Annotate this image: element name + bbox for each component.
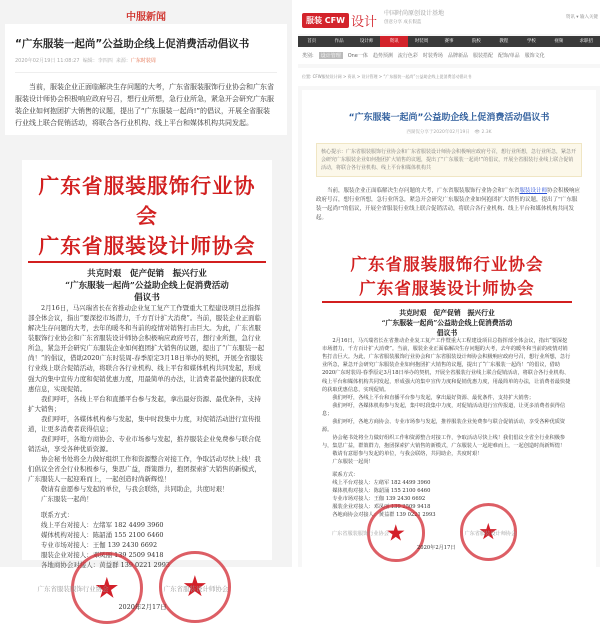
contact-line: 各地商协会对接人：黄益群 139 0221 2993 <box>332 511 436 518</box>
site-brand: 中服新闻 <box>126 12 166 23</box>
logo-text: 设计 <box>350 15 377 30</box>
letter-paragraph: 我们呼吁，各线上平台和直播平台参与发起，拿出最好资源、最优条件，支持扩大销售； <box>28 394 261 413</box>
letter-slogan: 共克时艰 促产促销 振兴行业 <box>87 269 207 279</box>
site-logo[interactable] <box>302 11 377 30</box>
contact-line: 媒体机构对接人：陈韶涌 155 2100 6460 <box>332 487 431 494</box>
nav-item[interactable]: 求职招 <box>579 39 593 44</box>
contact-line: 媒体机构对接人：陈韶涌 155 2100 6460 <box>40 531 164 540</box>
category-item[interactable]: 配饰/单品 <box>497 53 520 59</box>
signature-org-1: 广东省服装服饰行业协会 <box>37 584 109 593</box>
search-input[interactable]: 输入关键 <box>580 15 598 20</box>
category-item[interactable]: 设计管理 <box>320 53 341 59</box>
letter-org-2: 广东省服装设计师协会 <box>359 278 535 299</box>
letter-doc-title: 倡议书 <box>436 329 458 338</box>
letter-paragraph: 敬请有意愿参与发起的单位，与我会联络，共同助企，共度时艰！ <box>332 451 483 458</box>
source-label: 来源： <box>115 58 131 64</box>
letterhead-rule <box>322 301 572 303</box>
search-bar[interactable]: 资讯 ▾ 输入关键 <box>565 15 598 20</box>
letter-paragraph: 协会秘书处将全力做好组织工作和资源整合对接工作，争取活动尽快上线！我们倡议全省全行业积极参与，集思广益，群策群力，抱团探索扩大销售的新模式，广东服装人一起迎难而上，一起创造时尚新辉煌！ <box>28 455 261 484</box>
category-item[interactable]: 时装秀场 <box>422 53 443 59</box>
article-meta <box>15 57 277 73</box>
signature-org-2: 广东省服装设计师协会 <box>464 530 517 537</box>
letter-paragraph: 2月16日，马兴瑞省长在省推动企业复工复产工作暨重大工程建设项目总指挥部全体会议，指出“要深挖市场潜力，千方百计扩大消费”。当前，服装企业正面临解决生存问题的大考，去年的暖冬和当前的疫情对销售打击巨大。为此，广东省服装服饰行业协会和广东省服装设计师协会积极响应政府号召，想行业所想，急行业所急，紧急开会研究广东服装企业如何抱团扩大销售的议题，提出了“广东服装一起尚！”的倡议，借助2020广东时装周-春季原定3月18日举办的契机，开展全省服装行业线上联合促销活动，将联合各行业机构、线上平台和媒体机构共同发起，形成强大的集中宣传力度和促销优惠力度，用最简单的办法，让消费者最快捷的获取优惠信息，实现促销。 <box>322 338 571 393</box>
letter-paragraph: 协会秘书处将全力做好组织工作和资源整合对接工作，争取活动尽快上线！我们倡议全省全行业积极参与，集思广益，群策群力，抱团探索扩大销售的新模式，广东服装人一起迎难而上，一起创造时尚新辉煌！ <box>322 434 566 449</box>
nav-item[interactable]: 资讯 <box>380 36 407 47</box>
letter-subtitle: “广东服装一起尚”公益助企线上促消费活动 <box>381 319 513 328</box>
letter-paragraph: 2月16日，马兴瑞省长在省推动企业复工复产工作暨重大工程建设项目总指挥部全体会议，指出“要深挖市场潜力，千方百计扩大消费”。当前，服装企业正面临解决生存问题的大考，去年的暖冬和当前的疫情对销售打击巨大。为此，广东省服装服饰行业协会和广东省服装设计师协会积极响应政府号召，想行业所想，急行业所急，紧急开会研究广东服装企业如何抱团扩大销售的议题，提出了“广东服装一起尚！”的倡议，借助2020广东时装周-春季原定3月18日举办的契机，开展全省服装行业线上联合促销活动，将联合各行业机构、线上平台和媒体机构共同发起，形成强大的集中宣传力度和促销优惠力度，用最简单的办法，让消费者最快捷的获取优惠信息，实现促销。 <box>28 304 265 393</box>
letter-paragraph: 敬请有意愿参与发起的单位，与我会联络，共同助企，共度时艰！ <box>40 485 229 494</box>
article-intro: 当前，服装企业正面临解决生存问题的大考，广东省服装服饰行业协会和广东省服装设计师协会积极响应政府号召，想行业所想，急行业所急，紧急开会研究广东服装企业如何抱团扩大销售的议题，提出了“广东服装一起尚!”的倡议，开展全省服装行业线上联合促销活动，将联合各行业机构、线上平台和媒体机构共同发起。 <box>15 83 274 127</box>
contact-line: 线上平台对接人：左绪军 182 4499 3960 <box>332 479 431 486</box>
nav-item[interactable]: 学校 <box>526 39 536 44</box>
article-date: 2020年02月19日 11:08:27 <box>15 58 80 64</box>
source-link[interactable]: 广东时装周 <box>130 58 156 64</box>
category-item[interactable]: 趋势预测 <box>372 53 393 59</box>
breadcrumb: 位置: CFW服装设计网 > 资讯 > 设计管理 > “广东服装一起尚”公益助企线上促消费活动倡议书 <box>298 68 600 86</box>
contact-line: 专业市场对接人：王伽 139 2430 6692 <box>332 495 426 502</box>
contact-title: 联系方式： <box>40 510 74 519</box>
search-type-select[interactable]: 资讯 <box>565 15 575 20</box>
article-intro: 当前，服装企业正面临解决生存问题的大考，广东省服装服饰行业协会和广东省服装设计师协会积极响应政府号召，想行业所想，急行业所急，紧急开会研究广东服装企业如何抱团扩大销售的议题，提出了“广东服装一起尚!”的倡议，开展全省服装行业线上联合促销活动，将联合各行业机构、线上平台和媒体机构共同发起。 <box>316 188 581 221</box>
letter-paragraph: 广东服装一起尚！ <box>332 459 374 466</box>
designer-link[interactable]: 服装设计师 <box>519 188 548 194</box>
category-item[interactable]: 流行色彩 <box>397 53 418 59</box>
signature-org-2: 广东省服装设计师协会 <box>163 584 229 593</box>
signature-org-1: 广东省服装服饰行业协会 <box>332 530 389 537</box>
category-label: 类别: <box>302 53 314 59</box>
article-card <box>5 24 287 135</box>
nav-item[interactable]: 院校 <box>471 39 481 44</box>
contact-title: 联系方式： <box>332 471 359 478</box>
logo-badge: 服装 CFW <box>302 13 349 28</box>
eye-icon: 👁 <box>474 130 481 135</box>
nav-item[interactable]: 教程 <box>499 39 509 44</box>
nav-item[interactable]: 时装周 <box>414 39 429 44</box>
letter-paragraph: 我们呼吁，各媒体机构参与发起，集中时段集中力度，对促销活动进行宣传报道，让更多消费者获得信息； <box>28 414 261 433</box>
article-editor: 编辑：李四四 <box>82 58 113 64</box>
letter-org-1: 广东省服装服饰行业协会 <box>350 254 544 275</box>
category-item[interactable]: 服饰文化 <box>524 53 545 59</box>
category-item[interactable]: One一体 <box>347 53 368 59</box>
letter-image <box>22 160 272 611</box>
main-nav <box>298 36 600 47</box>
nav-item[interactable]: 首页 <box>307 39 317 44</box>
letter-paragraph: 我们呼吁，各地方商协会、专业市场参与发起，推荐服装企业免费参与联合促销活动，享受各种优质资源。 <box>28 435 261 454</box>
contact-line: 服装企业对接人：邓凤丽 139 2509 9418 <box>332 503 431 510</box>
letter-slogan: 共克时艰 促产促销 振兴行业 <box>399 309 495 318</box>
article-meta: 西湖侃分享于2020年02月19日 👁 2.3K <box>406 130 492 135</box>
letter-date: 2020年2月17日 <box>417 545 456 552</box>
letter-subtitle: “广东服装一起尚”公益助企线上促消费活动 <box>65 281 229 291</box>
nav-item[interactable]: 设计师 <box>359 39 374 44</box>
view-count: 2.3K <box>481 130 492 135</box>
left-screenshot <box>0 0 292 611</box>
site-header <box>298 0 600 34</box>
letter-date: 2020年2月17日 <box>118 602 167 611</box>
nav-item[interactable]: 赛事 <box>444 39 454 44</box>
letter-paragraph: 广东服装一起尚！ <box>40 495 93 504</box>
letter-paragraph: 我们呼吁，各媒体机构参与发起，集中时段集中力度，对促销活动进行宣传报道，让更多消费者获得信息； <box>322 402 566 417</box>
contact-line: 专业市场对接人：王伽 139 2430 6692 <box>40 541 158 550</box>
star-icon <box>387 524 405 542</box>
letter-doc-title: 倡议书 <box>134 293 160 303</box>
right-screenshot <box>298 0 600 567</box>
nav-item[interactable]: 视频 <box>554 39 564 44</box>
category-item[interactable]: 品牌新品 <box>447 53 468 59</box>
article-title: “广东服装一起尚”公益助企线上促消费活动倡议书 <box>15 38 250 50</box>
category-item[interactable]: 服装搭配 <box>472 53 493 59</box>
site-slogan: 中国时尚原创设计基地 创意分享 成长假蓝 <box>384 10 445 25</box>
contact-line: 服装企业对接人：邓凤丽 139 2509 9418 <box>40 551 164 560</box>
letter-paragraph: 我们呼吁，各线上平台和直播平台参与发起，拿出最好资源、最优条件，支持扩大销售； <box>332 394 535 401</box>
contact-line: 线上平台对接人：左绪军 182 4499 3960 <box>40 521 164 530</box>
letter-image <box>316 244 578 560</box>
article-title: “广东服装一起尚”公益助企线上促消费活动倡议书 <box>348 113 550 123</box>
letter-org-2: 广东省服装设计师协会 <box>38 234 256 258</box>
nav-item[interactable]: 作品 <box>334 39 344 44</box>
letterhead-rule <box>28 261 266 263</box>
letter-paragraph: 我们呼吁，各地方商协会、专业市场参与发起，推荐服装企业免费参与联合促销活动，享受各种优质资源。 <box>322 418 566 433</box>
letter-org-1: 广东省服装服饰行业协会 <box>38 174 256 228</box>
category-bar <box>298 47 600 64</box>
contact-line: 各地商协会对接人：黄益群 139 0221 2993 <box>40 561 171 570</box>
summary-box: 核心提示：广东省服装服饰行业协会和广东省服装设计师协会积极响应政府号召，想行业所想，急行业所急，紧急开会研究广东服装企业如何抱团扩大销售的议题，提出了“广东服装一起尚!”的倡议，开展全省服装行业线上联合促销活动，将联合各行业机构、线上平台和媒体机构共 <box>316 143 582 177</box>
